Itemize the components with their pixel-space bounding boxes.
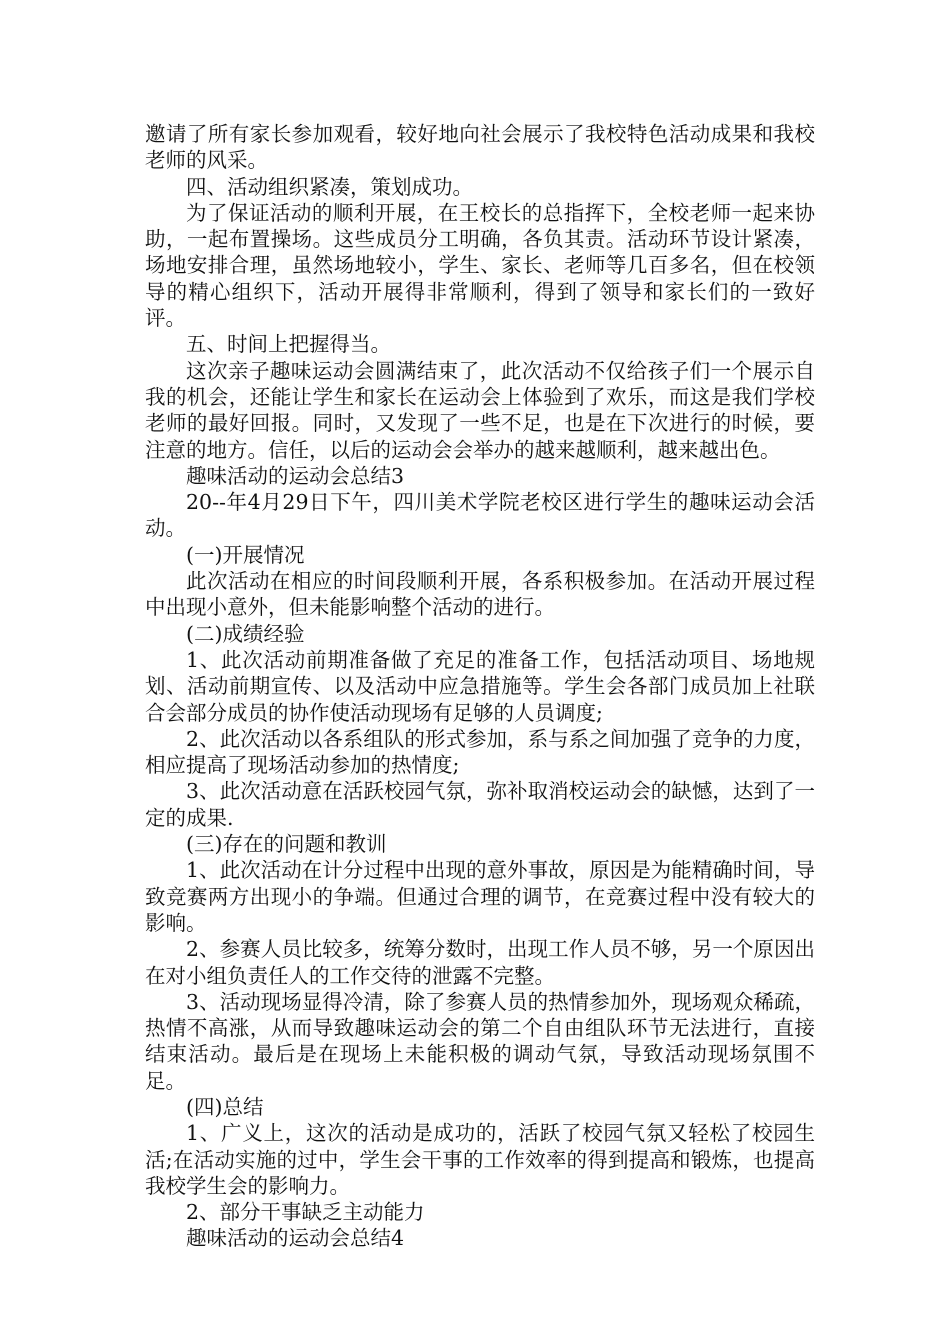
list-item: 2、此次活动以各系组队的形式参加，系与系之间加强了竞争的力度，相应提高了现场活动参加的热情度; [145,726,815,778]
section-heading: (一)开展情况 [186,542,305,567]
section-heading: (四)总结 [186,1094,264,1119]
paragraph: 为了保证活动的顺利开展，在王校长的总指挥下，全校老师一起来协助，一起布置操场。这些成员分工明确，各负其责。活动环节设计紧凑，场地安排合理，虽然场地较小，学生、家长、老师等几百多名，但在校领导的精心组织下，活动开展得非常顺利，得到了领导和家长们的一致好评。 [145,200,815,331]
list-item: 1、广义上，这次的活动是成功的，活跃了校园气氛又轻松了校园生活;在活动实施的过中，学生会干事的工作效率的得到提高和锻炼，也提高我校学生会的影响力。 [145,1121,815,1198]
paragraph: 这次亲子趣味运动会圆满结束了，此次活动不仅给孩子们一个展示自我的机会，还能让学生和家长在运动会上体验到了欢乐，而这是我们学校老师的最好回报。同时，又发现了一些不足，也是在下次进行的时候，要注意的地方。信任，以后的运动会会举办的越来越顺利，越来越出色。 [145,358,815,462]
list-item: 1、此次活动前期准备做了充足的准备工作，包括活动项目、场地规划、活动前期宣传、以及活动中应急措施等。学生会各部门成员加上社联合会部分成员的协作使活动现场有足够的人员调度; [145,647,815,725]
list-item: 1、此次活动在计分过程中出现的意外事故，原因是为能精确时间，导致竞赛两方出现小的争端。但通过合理的调节，在竞赛过程中没有较大的影响。 [145,858,815,935]
document-body [145,121,815,1252]
document-title: 趣味活动的运动会总结3 [186,463,405,488]
paragraph: 20--年4月29日下午，四川美术学院老校区进行学生的趣味运动会活动。 [145,490,815,541]
list-item: 2、部分干事缺乏主动能力 [186,1200,425,1225]
list-item: 3、活动现场显得冷清，除了参赛人员的热情参加外，现场观众稀疏，热情不高涨，从而导致趣味运动会的第二个自由组队环节无法进行，直接结束活动。最后是在现场上未能积极的调动气氛，导致活动现场氛围不足。 [145,989,815,1093]
section-heading: 五、时间上把握得当。 [186,332,391,357]
list-item: 2、参赛人员比较多，统筹分数时，出现工作人员不够，另一个原因出在对小组负责任人的工作交待的泄露不完整。 [145,937,815,988]
paragraph: 邀请了所有家长参加观看，较好地向社会展示了我校特色活动成果和我校老师的风采。 [145,122,815,173]
section-heading: (三)存在的问题和教训 [186,832,387,857]
paragraph: 此次活动在相应的时间段顺利开展，各系积极参加。在活动开展过程中出现小意外，但未能影响整个活动的进行。 [145,569,815,620]
section-heading: (二)成绩经验 [186,621,305,646]
document-title: 趣味活动的运动会总结4 [186,1226,405,1251]
section-heading: 四、活动组织紧凑，策划成功。 [186,174,473,199]
list-item: 3、此次活动意在活跃校园气氛，弥补取消校运动会的缺憾，达到了一定的成果. [145,779,815,830]
